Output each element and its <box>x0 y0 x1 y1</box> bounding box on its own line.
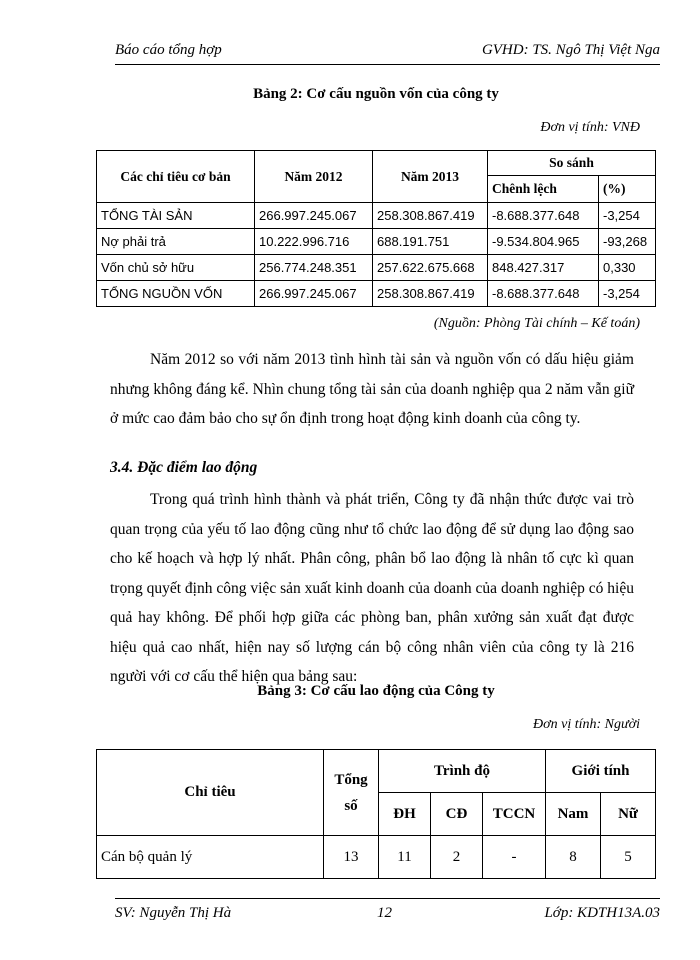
row-name: Cán bộ quản lý <box>97 836 324 879</box>
col-total: Tổng số <box>324 750 379 836</box>
col-college: CĐ <box>431 793 483 836</box>
labor-structure-table <box>96 749 656 879</box>
paragraph-labor: Trong quá trình hình thành và phát triển, Công ty đã nhận thức được vai trò quan trọng của yếu tố lao động cũng như tổ chức lao động để sử dụng lao động sao cho kế hoạch và hợp lý nhất. Phân công, phân bổ lao động là nhân tố cực kì quan trọng quyết định công việc sản xuất kinh doanh của doanh của doanh nghiệp có hiệu quả hay không. Để phối hợp giữa các phòng ban, phân xưởng sản xuất đạt được hiệu quả cao nhất, hiện nay số lượng cán bộ công nhân viên của công ty là 216 người với cơ cấu thể hiện qua bảng sau: <box>110 491 634 685</box>
footer-student: SV: Nguyễn Thị Hà <box>115 905 232 921</box>
cell-diff: -8.688.377.648 <box>488 203 599 229</box>
capital-structure-table <box>96 150 656 307</box>
cell-diff: -8.688.377.648 <box>488 281 599 307</box>
col-year-2012: Năm 2012 <box>255 151 373 203</box>
section-heading: 3.4. Đặc điểm lao động <box>110 459 258 476</box>
col-education-level: Trình độ <box>379 750 546 793</box>
cell-2012: 10.222.996.716 <box>255 229 373 255</box>
page-footer <box>115 898 660 929</box>
col-percent: (%) <box>599 176 656 203</box>
cell-university: 11 <box>379 836 431 879</box>
cell-2012: 266.997.245.067 <box>255 281 373 307</box>
page-header <box>115 38 660 65</box>
table-row <box>97 203 656 229</box>
cell-total: 13 <box>324 836 379 879</box>
col-indicator: Các chỉ tiêu cơ bản <box>97 151 255 203</box>
col-indicator: Chỉ tiêu <box>97 750 324 836</box>
header-report-title: Báo cáo tổng hợp <box>115 42 222 58</box>
cell-2012: 266.997.245.067 <box>255 203 373 229</box>
table-row <box>97 255 656 281</box>
col-year-2013: Năm 2013 <box>373 151 488 203</box>
row-name: Nợ phải trả <box>97 229 255 255</box>
col-university: ĐH <box>379 793 431 836</box>
cell-pct: -93,268 <box>599 229 656 255</box>
cell-male: 8 <box>546 836 601 879</box>
cell-2013: 688.191.751 <box>373 229 488 255</box>
row-name: Vốn chủ sở hữu <box>97 255 255 281</box>
col-gender: Giới tính <box>546 750 656 793</box>
table3-caption: Bảng 3: Cơ cấu lao động của Công ty <box>257 683 495 699</box>
table3-unit: Đơn vị tính: Người <box>533 717 640 732</box>
cell-vocational: - <box>483 836 546 879</box>
paragraph-assets: Năm 2012 so với năm 2013 tình hình tài sản và nguồn vốn có dấu hiệu giảm nhưng không đáng kể. Nhìn chung tổng tài sản của doanh nghiệp qua 2 năm vẫn giữ ở mức cao đảm bảo cho sự ổn định trong hoạt động kinh doanh của công ty. <box>110 351 634 427</box>
row-name: TỔNG TÀI SẢN <box>97 203 255 229</box>
table-row <box>97 229 656 255</box>
cell-diff: 848.427.317 <box>488 255 599 281</box>
table-row <box>97 836 656 879</box>
footer-class: Lớp: KDTH13A.03 <box>544 905 660 921</box>
table2-caption: Bảng 2: Cơ cấu nguồn vốn của công ty <box>253 86 499 102</box>
cell-diff: -9.534.804.965 <box>488 229 599 255</box>
col-male: Nam <box>546 793 601 836</box>
col-difference: Chênh lệch <box>488 176 599 203</box>
cell-pct: -3,254 <box>599 281 656 307</box>
col-compare: So sánh <box>488 151 656 176</box>
table2-unit: Đơn vị tính: VNĐ <box>540 120 640 135</box>
table-row <box>97 281 656 307</box>
row-name: TỔNG NGUỒN VỐN <box>97 281 255 307</box>
col-female: Nữ <box>601 793 656 836</box>
cell-2012: 256.774.248.351 <box>255 255 373 281</box>
table2-source: (Nguồn: Phòng Tài chính – Kế toán) <box>433 316 640 331</box>
cell-2013: 258.308.867.419 <box>373 281 488 307</box>
cell-pct: 0,330 <box>599 255 656 281</box>
col-vocational: TCCN <box>483 793 546 836</box>
cell-college: 2 <box>431 836 483 879</box>
cell-pct: -3,254 <box>599 203 656 229</box>
header-supervisor: GVHD: TS. Ngô Thị Việt Nga <box>481 42 660 58</box>
page-number: 12 <box>377 905 392 921</box>
cell-female: 5 <box>601 836 656 879</box>
cell-2013: 257.622.675.668 <box>373 255 488 281</box>
cell-2013: 258.308.867.419 <box>373 203 488 229</box>
